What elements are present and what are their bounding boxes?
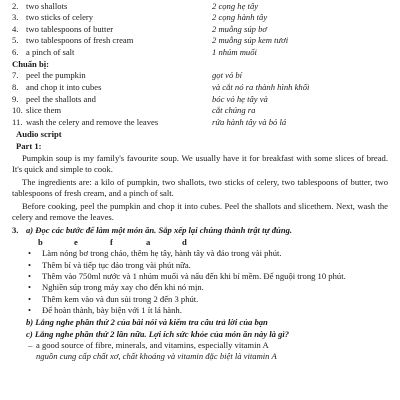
- list-item: • Nghiền súp trong máy xay cho đến khi nó mịn.: [28, 282, 204, 293]
- part-heading: Part 1:: [16, 140, 42, 151]
- list-item: 7. peel the pumpkin gọt vỏ bí: [12, 70, 243, 81]
- audio-script-heading: Audio script: [16, 128, 62, 139]
- list-item: 11. wash the celery and remove the leaves rửa hành tây và bỏ lá: [12, 116, 287, 127]
- list-item: • Làm nóng bơ trong chảo, thêm hẹ tây, hành tây và đảo trong vài phút.: [28, 248, 282, 259]
- question-number: 3.: [12, 225, 19, 236]
- list-item: • Thêm kem vào và đun sủi trong 2 đến 3 phút.: [28, 293, 199, 304]
- bullet-icon: •: [28, 304, 32, 315]
- question-3b: [12, 316, 388, 328]
- bullet-icon: •: [28, 270, 32, 281]
- bullet-icon: •: [28, 293, 32, 304]
- list-item: 8. and chop it into cubes và cắt nó ra thành hình khối: [12, 82, 310, 93]
- prep-step-list: [12, 70, 388, 128]
- dash-icon: –: [28, 340, 33, 351]
- list-item: 5. two tablespoons of fresh cream 2 muỗng súp kem tươi: [12, 35, 289, 46]
- prep-heading: Chuẩn bị:: [12, 58, 50, 69]
- script-paragraph: Pumpkin soup is my family's favourite soup. We usually have it for breakfast with some slices of bread. It's quick and simple to cook.: [12, 152, 388, 175]
- question-text: c) Lắng nghe phần thứ 2 lần nữa. Lợi ích sức khỏe của món ăn này là gì?: [26, 328, 290, 339]
- list-item: 9. peel the shallots and bóc vỏ hẹ tây và: [12, 93, 268, 104]
- script-paragraph: The ingredients are: a kilo of pumpkin, two shallots, two sticks of celery, two tablespoons of butter, two tablespoons of fresh cream, and a pinch of salt.: [12, 176, 388, 199]
- step-bullet-list: [12, 248, 388, 316]
- list-item: 3. two sticks of celery 2 cọng hành tây: [12, 12, 268, 23]
- ingredient-list: [12, 0, 388, 58]
- answer-line: – a good source of fibre, minerals, and vitamins, especially vitamin A: [28, 340, 269, 351]
- list-item: 2. two shallots 2 cọng hẹ tây: [12, 0, 259, 11]
- question-3a: [12, 224, 388, 236]
- list-item: 10. slice them cắt chúng ra: [12, 105, 256, 116]
- question-3c: [12, 328, 388, 340]
- answer-letter: d: [182, 237, 187, 248]
- question-text: a) Đọc các bước để làm một món ăn. Sắp xếp lại chúng thành trật tự đúng.: [26, 225, 293, 236]
- bullet-icon: •: [28, 282, 32, 293]
- list-item: 6. a pinch of salt 1 nhúm muối: [12, 46, 257, 57]
- answer-letters: [12, 236, 388, 248]
- answer-letter: f: [110, 237, 113, 248]
- answer-letter: b: [38, 237, 43, 248]
- bullet-icon: •: [28, 259, 32, 270]
- answer-letter: e: [74, 237, 78, 248]
- script-paragraph: Before cooking, peel the pumpkin and chop it into cubes. Peel the shallots and slicethem. Next, wash the celery and remove the leaves.: [12, 200, 388, 222]
- list-item: 4. two tablespoons of butter 2 muỗng súp bơ: [12, 23, 267, 34]
- list-item: • Để hoàn thành, bày biện với 1 ít lá hành.: [28, 304, 182, 315]
- list-item: • Thêm vào 750ml nước và 1 nhúm muối và nấu đến khi bí mềm. Để nguội trong 10 phút.: [28, 270, 346, 281]
- list-item: • Thêm bí và tiếp tục đảo trong vài phút nữa.: [28, 259, 191, 270]
- question-text: b) Lắng nghe phần thứ 2 của bài nói và kiểm tra câu trả lời của bạn: [26, 316, 268, 327]
- answer-letter: a: [146, 237, 151, 248]
- bullet-icon: •: [28, 248, 32, 259]
- answer-translation: nguồn cung cấp chất xơ, chất khoáng và vitamin đặc biệt là vitamin A: [36, 351, 277, 362]
